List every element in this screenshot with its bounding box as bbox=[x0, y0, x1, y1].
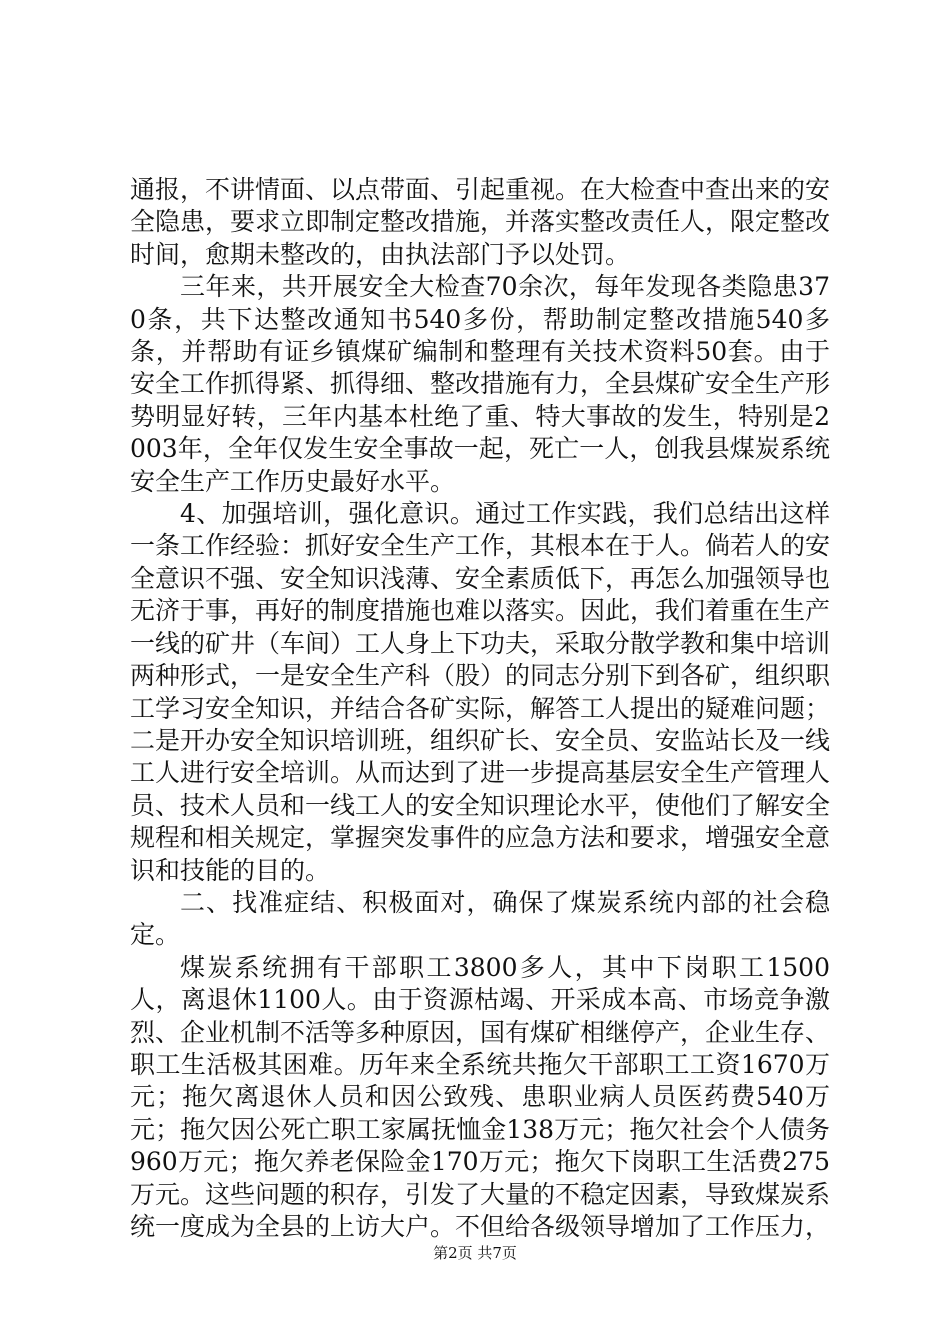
paragraph-continuation: 通报，不讲情面、以点带面、引起重视。在大检查中查出来的安全隐患，要求立即制定整改措施，并落实整改责任人，限定整改时间，愈期未整改的，由执法部门予以处罚。 bbox=[130, 175, 831, 269]
document-body bbox=[130, 174, 830, 1243]
paragraph-staff-arrears: 煤炭系统拥有干部职工3800多人，其中下岗职工1500人，离退休1100人。由于资源枯竭、开采成本高、市场竞争激烈、企业机制不活等多种原因，国有煤矿相继停产，企业生存、职工生活极其困难。历年来全系统共拖欠干部职工工资1670万元；拖欠离退休人员和因公致残、患职业病人员医药费540万元；拖欠因公死亡职工家属抚恤金138万元；拖欠社会个人债务960万元；拖欠养老保险金170万元；拖欠下岗职工生活费275万元。这些问题的积存，引发了大量的不稳定因素，导致煤炭系统一度成为全县的上访大户。不但给各级领导增加了工作压力， bbox=[130, 952, 831, 1241]
section-heading-stability: 二、找准症结、积极面对，确保了煤炭系统内部的社会稳定。 bbox=[130, 887, 830, 950]
page-footer: 第2页 共7页 bbox=[433, 1244, 517, 1262]
paragraph-inspection-results: 三年来，共开展安全大检查70余次，每年发现各类隐患370条，共下达整改通知书540多份，帮助制定整改措施540多条，并帮助有证乡镇煤矿编制和整理有关技术资料50套。由于安全工作抓得紧、抓得细、整改措施有力，全县煤矿安全生产形势明显好转，三年内基本杜绝了重、特大事故的发生，特别是2003年，全年仅发生安全事故一起，死亡一人，创我县煤炭系统安全生产工作历史最好水平。 bbox=[130, 272, 831, 496]
paragraph-training: 4、加强培训，强化意识。通过工作实践，我们总结出这样一条工作经验：抓好安全生产工作，其根本在于人。倘若人的安全意识不强、安全知识浅薄、安全素质低下，再怎么加强领导也无济于事，再好的制度措施也难以落实。因此，我们着重在生产一线的矿井（车间）工人身上下功夫，采取分散学教和集中培训两种形式，一是安全生产科（股）的同志分别下到各矿，组织职工学习安全知识，并结合各矿实际，解答工人提出的疑难问题；二是开办安全知识培训班，组织矿长、安全员、安监站长及一线工人进行安全培训。从而达到了进一步提高基层安全生产管理人员、技术人员和一线工人的安全知识理论水平，使他们了解安全规程和相关规定，掌握突发事件的应急方法和要求，增强安全意识和技能的目的。 bbox=[130, 499, 831, 885]
